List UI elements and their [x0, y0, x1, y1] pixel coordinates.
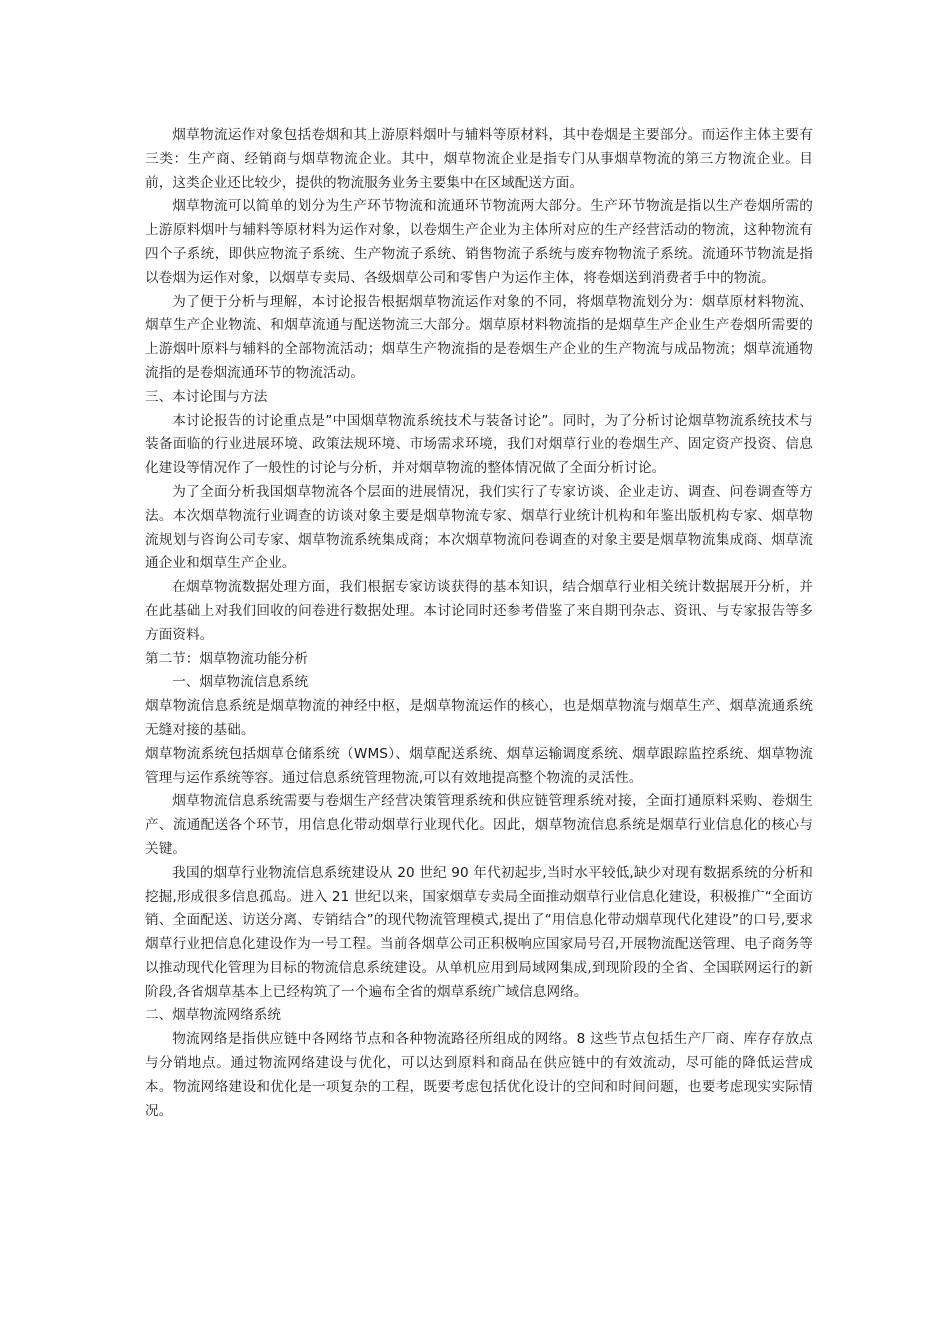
paragraph-research-methods: 为了全面分析我国烟草物流各个层面的进展情况，我们实行了专家访谈、企业走访、调查、问卷调查等方法。本次烟草物流行业调查的访谈对象主要是烟草物流专家、烟草行业统计机构和年鉴出版机构专家、烟草物流规划与咨询公司专家、烟草物流系统集成商；本次烟草物流问卷调查的对象主要是烟草物流集成商、烟草流通企业和烟草生产企业。	[145, 483, 813, 572]
paragraph-data-processing: 在烟草物流数据处理方面，我们根据专家访谈获得的基本知识，结合烟草行业相关统计数据展开分析，并在此基础上对我们回收的问卷进行数据处理。本讨论同时还参考借鉴了来自期刊杂志、资讯、与专家报告等多方面资料。	[145, 579, 813, 643]
paragraph-info-system-integration: 烟草物流信息系统需要与卷烟生产经营决策管理系统和供应链管理系统对接，全面打通原料采购、卷烟生产、流通配送各个环节，用信息化带动烟草行业现代化。因此，烟草物流信息系统是烟草行业信息化的核心与关键。	[145, 793, 813, 857]
paragraph-network-definition: 物流网络是指供应链中各网络节点和各种物流路径所组成的网络。8 这些节点包括生产厂商、库存存放点与分销地点。通过物流网络建设与优化，可以达到原料和商品在供应链中的有效流动，尽可能的降低运营成本。物流网络建设和优化是一项复杂的工程，既要考虑包括优化设计的空间和时间问题，也要考虑现实实际情况。	[145, 1031, 813, 1119]
paragraph-info-system-components: 烟草物流系统包括烟草仓储系统（WMS）、烟草配送系统、烟草运输调度系统、烟草跟踪监控系统、烟草物流管理与运作系统等容。通过信息系统管理物流,可以有效地提高整个物流的灵活性。	[145, 745, 813, 786]
paragraph-info-system-core: 烟草物流信息系统是烟草物流的神经中枢，是烟草物流运作的核心，也是烟草物流与烟草生产、烟草流通系统无缝对接的基础。	[145, 698, 813, 738]
chapter-heading-function-analysis: 第二节：烟草物流功能分析	[145, 650, 309, 667]
subheading-information-system: 一、烟草物流信息系统	[172, 674, 309, 691]
paragraph-research-focus: 本讨论报告的讨论重点是”中国烟草物流系统技术与装备讨论”。同时，为了分析讨论烟草物流系统技术与装备面临的行业进展环境、政策法规环境、市场需求环境，我们对烟草行业的卷烟生产、固定资产投资、信息化建设等情况作了一般性的讨论与分析，并对烟草物流的整体情况做了全面分析讨论。	[145, 412, 813, 477]
section-heading-scope-methods: 三、本讨论围与方法	[145, 388, 268, 405]
subheading-network-system: 二、烟草物流网络系统	[145, 1007, 281, 1024]
paragraph-logistics-division: 烟草物流可以简单的划分为生产环节物流和流通环节物流两大部分。生产环节物流是指以生产卷烟所需的上游原料烟叶与辅料等原材料为运作对象，以卷烟生产企业为主体所对应的生产经营活动的物流，这种物流有四个子系统，即供应物流子系统、生产物流子系统、销售物流子系统与废弃物物流子系统。流通环节物流是指以卷烟为运作对象，以烟草专卖局、各级烟草公司和零售户为运作主体，将卷烟送到消费者手中的物流。	[145, 198, 813, 286]
paragraph-logistics-objects: 烟草物流运作对象包括卷烟和其上游原料烟叶与辅料等原材料，其中卷烟是主要部分。而运作主体主要有三类：生产商、经销商与烟草物流企业。其中，烟草物流企业是指专门从事烟草物流的第三方物流企业。目前，这类企业还比较少，提供的物流服务业务主要集中在区域配送方面。	[145, 127, 813, 191]
paragraph-info-system-history: 我国的烟草行业物流信息系统建设从 20 世纪 90 年代初起步,当时水平较低,缺少对现有数据系统的分析和挖掘,形成很多信息孤岛。进入 21 世纪以来，国家烟草专卖局全面推动烟草行业信息化建设，积极推广“全面访销、全面配送、访送分离、专销结合”的现代物流管理模式,提出了“用信息化带动烟草现代化建设”的口号,要求烟草行业把信息化建设作为一号工程。当前各烟草公司正积极响应国家局号召,开展物流配送管理、电子商务等以推动现代化管理为目标的物流信息系统建设。从单机应用到局域网集成,到现阶段的全省、全国联网运行的新阶段,各省烟草基本上已经构筑了一个遍布全省的烟草系统广域信息网络。	[145, 864, 813, 1000]
document-body	[145, 124, 813, 1123]
paragraph-report-classification: 为了便于分析与理解，本讨论报告根据烟草物流运作对象的不同，将烟草物流划分为：烟草原材料物流、烟草生产企业物流、和烟草流通与配送物流三大部分。烟草原材料物流指的是烟草生产企业生产卷烟所需要的上游烟叶原料与辅料的全部物流活动；烟草生产物流指的是卷烟生产企业的生产物流与成品物流；烟草流通物流指的是卷烟流通环节的物流活动。	[145, 293, 813, 381]
